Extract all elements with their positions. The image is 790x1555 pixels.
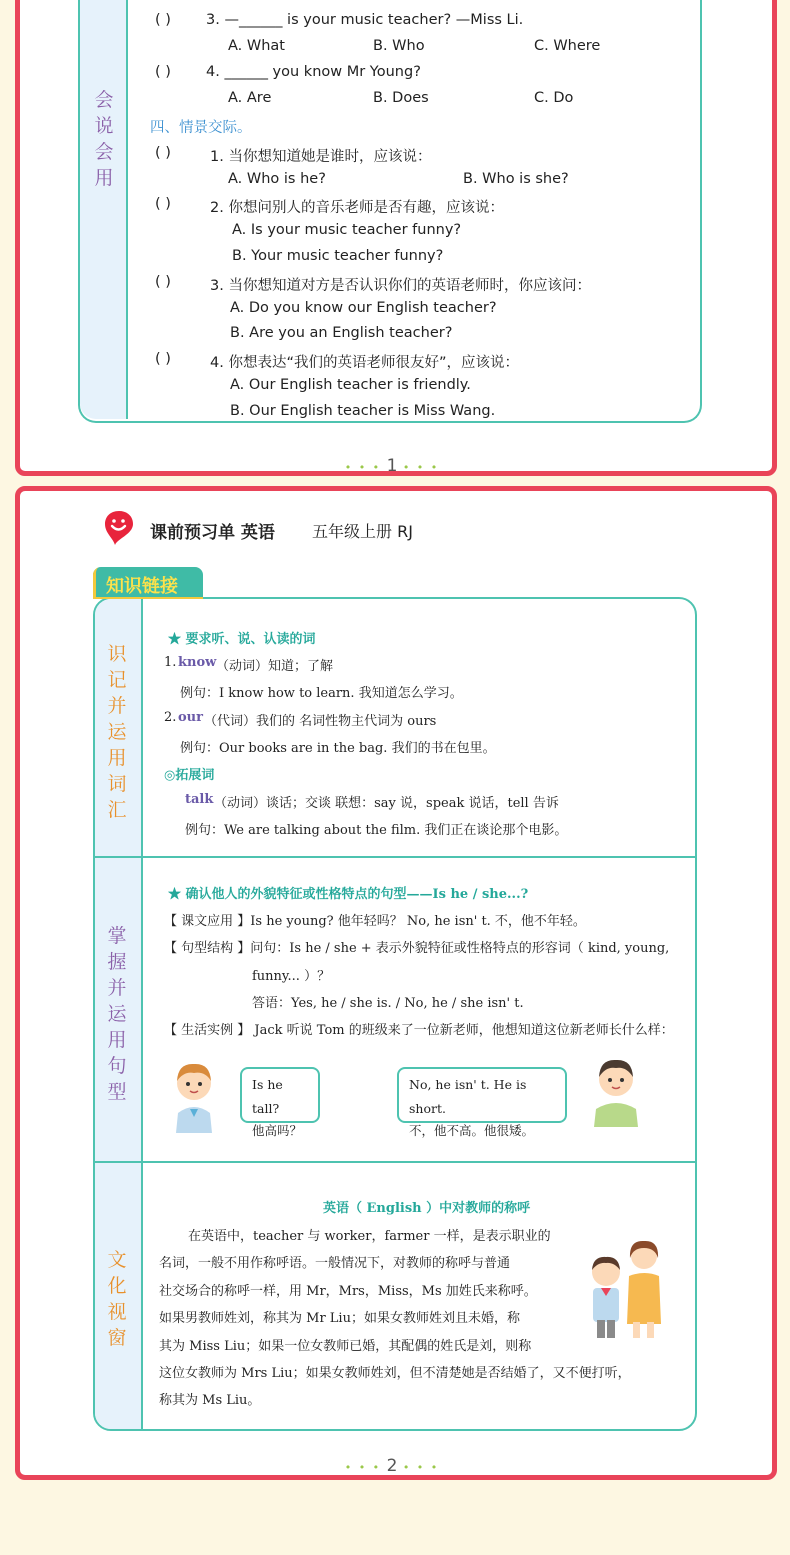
paragraph-line: 称其为 Ms Liu。 xyxy=(159,1393,261,1409)
option-a[interactable]: A. Is your music teacher funny? xyxy=(232,222,462,238)
sidebar-label-vocabulary: 识记并运用词汇 xyxy=(107,643,127,821)
paragraph-line: 社交场合的称呼一样，用 Mr，Mrs，Miss，Ms 加姓氏来称呼。 xyxy=(159,1283,537,1299)
pattern-line: 【 课文应用 】Is he young? 他年轻吗？ No, he isn' t. 不，他不年轻。 xyxy=(164,914,586,929)
vocab-definition: （动词）谈话；交谈 联想：say 说，speak 说话，tell 告诉 xyxy=(214,796,559,811)
teacher-student-illustration xyxy=(585,1226,665,1341)
vocab-word-our: our xyxy=(178,710,203,725)
header-title: 课前预习单 英语 xyxy=(150,523,275,543)
smiley-logo-icon xyxy=(103,509,135,547)
pattern-heading: ★ 确认他人的外貌特征或性格特点的句型——Is he / she...? xyxy=(168,887,529,902)
vocab-definition: （代词）我们的 名词性物主代词为 ours xyxy=(204,714,437,729)
header-subtitle: 五年级上册 RJ xyxy=(312,522,413,541)
vocab-example: 例句：Our books are in the bag. 我们的书在包里。 xyxy=(180,741,496,756)
scenario-1: 1. 当你想知道她是谁时，应该说： xyxy=(210,149,432,165)
option-a[interactable]: A. What xyxy=(228,38,285,54)
vocab-example: 例句：We are talking about the film. 我们正在谈论那个电影。 xyxy=(185,823,568,838)
section-title: 四、情景交际。 xyxy=(150,120,252,136)
divider xyxy=(95,856,695,858)
question-3: 3. —______ is your music teacher? —Miss Li. xyxy=(206,12,524,28)
pattern-line: 【 句型结构 】问句：Is he / she + 表示外貌特征或性格特点的形容词（ kind, young, xyxy=(164,941,670,956)
boy-illustration xyxy=(590,1051,642,1127)
vocab-heading: ★ 要求听、说、认读的词 xyxy=(168,632,316,647)
vocab-word-talk: talk xyxy=(185,792,214,807)
vocab-example: 例句：I know how to learn. 我知道怎么学习。 xyxy=(180,686,463,701)
sidebar-label-culture: 文化视窗 xyxy=(107,1249,127,1349)
paragraph-line: 如果男教师姓刘，称其为 Mr Liu；如果女教师姓刘且未婚，称 xyxy=(159,1311,520,1327)
answer-bracket[interactable]: ( ) xyxy=(155,12,171,28)
bubble-text: 他高吗？ xyxy=(252,1123,303,1138)
boy-illustration xyxy=(170,1053,218,1133)
option-c[interactable]: C. Where xyxy=(534,38,601,54)
scenario-4: 4. 你想表达“我们的英语老师很友好”，应该说： xyxy=(210,355,519,371)
answer-bracket[interactable]: ( ) xyxy=(155,145,171,161)
paragraph-line: 在英语中，teacher 与 worker，farmer 一样，是表示职业的 xyxy=(188,1229,551,1244)
option-b[interactable]: B. Are you an English teacher? xyxy=(230,325,453,341)
sidebar-label: 会说会用 xyxy=(94,89,114,189)
page-number: • • • 2 • • • xyxy=(344,1456,440,1476)
section-tab-label: 知识链接 xyxy=(106,576,178,597)
paragraph-line: 名词，一般不用作称呼语。一般情况下，对教师的称呼与普通 xyxy=(159,1256,511,1272)
bubble-text: Is he tall? xyxy=(252,1077,283,1116)
speech-bubble-answer xyxy=(397,1067,567,1138)
vocab-definition: （动词）知道；了解 xyxy=(216,659,334,674)
answer-bracket[interactable]: ( ) xyxy=(155,196,171,212)
bubble-text: No, he isn' t. He is short. xyxy=(409,1077,527,1116)
option-b[interactable]: B. Who is she? xyxy=(463,171,569,187)
vocab-item-number: 1. xyxy=(164,655,177,670)
sidebar xyxy=(80,0,128,419)
paragraph-line: 这位女教师为 Mrs Liu；如果女教师姓刘，但不清楚她是否结婚了，又不便打听， xyxy=(159,1366,631,1382)
sidebar-label-sentence: 掌握并运用句型 xyxy=(107,925,127,1103)
option-c[interactable]: C. Do xyxy=(534,90,574,106)
answer-bracket[interactable]: ( ) xyxy=(155,64,171,80)
answer-bracket[interactable]: ( ) xyxy=(155,274,171,290)
page-number: • • • 1 • • • xyxy=(344,456,440,476)
culture-title: 英语（ English ）中对教师的称呼 xyxy=(323,1201,531,1216)
question-4: 4. ______ you know Mr Young? xyxy=(206,64,421,80)
paragraph-line: 其为 Miss Liu；如果一位女教师已婚，其配偶的姓氏是刘，则称 xyxy=(159,1338,532,1354)
bubble-text: 不，他不高。他很矮。 xyxy=(409,1123,535,1138)
option-b[interactable]: B. Our English teacher is Miss Wang. xyxy=(230,403,496,419)
pattern-line: 【 生活实例 】 Jack 听说 Tom 的班级来了一位新老师，他想知道这位新老师长什么样： xyxy=(164,1023,674,1038)
option-b[interactable]: B. Who xyxy=(373,38,425,54)
option-a[interactable]: A. Our English teacher is friendly. xyxy=(230,377,471,393)
vocab-item-number: 2. xyxy=(164,710,177,725)
scenario-2: 2. 你想问别人的音乐老师是否有趣，应该说： xyxy=(210,200,504,216)
extension-heading: ◎拓展词 xyxy=(164,768,215,783)
worksheet-page-1 xyxy=(15,0,777,476)
scenario-3: 3. 当你想知道对方是否认识你们的英语老师时，你应该问： xyxy=(210,278,591,294)
option-a[interactable]: A. Are xyxy=(228,90,272,106)
option-a[interactable]: A. Do you know our English teacher? xyxy=(230,300,497,316)
option-a[interactable]: A. Who is he? xyxy=(228,171,326,187)
option-b[interactable]: B. Does xyxy=(373,90,429,106)
vocab-word-know: know xyxy=(178,655,217,670)
pattern-line: funny... ）？ xyxy=(252,969,331,984)
option-b[interactable]: B. Your music teacher funny? xyxy=(232,248,444,264)
pattern-line: 答语：Yes, he / she is. / No, he / she isn' t. xyxy=(252,996,524,1011)
speech-bubble-question xyxy=(240,1067,320,1138)
divider xyxy=(95,1161,695,1163)
answer-bracket[interactable]: ( ) xyxy=(155,351,171,367)
worksheet-page-2 xyxy=(15,486,777,1480)
